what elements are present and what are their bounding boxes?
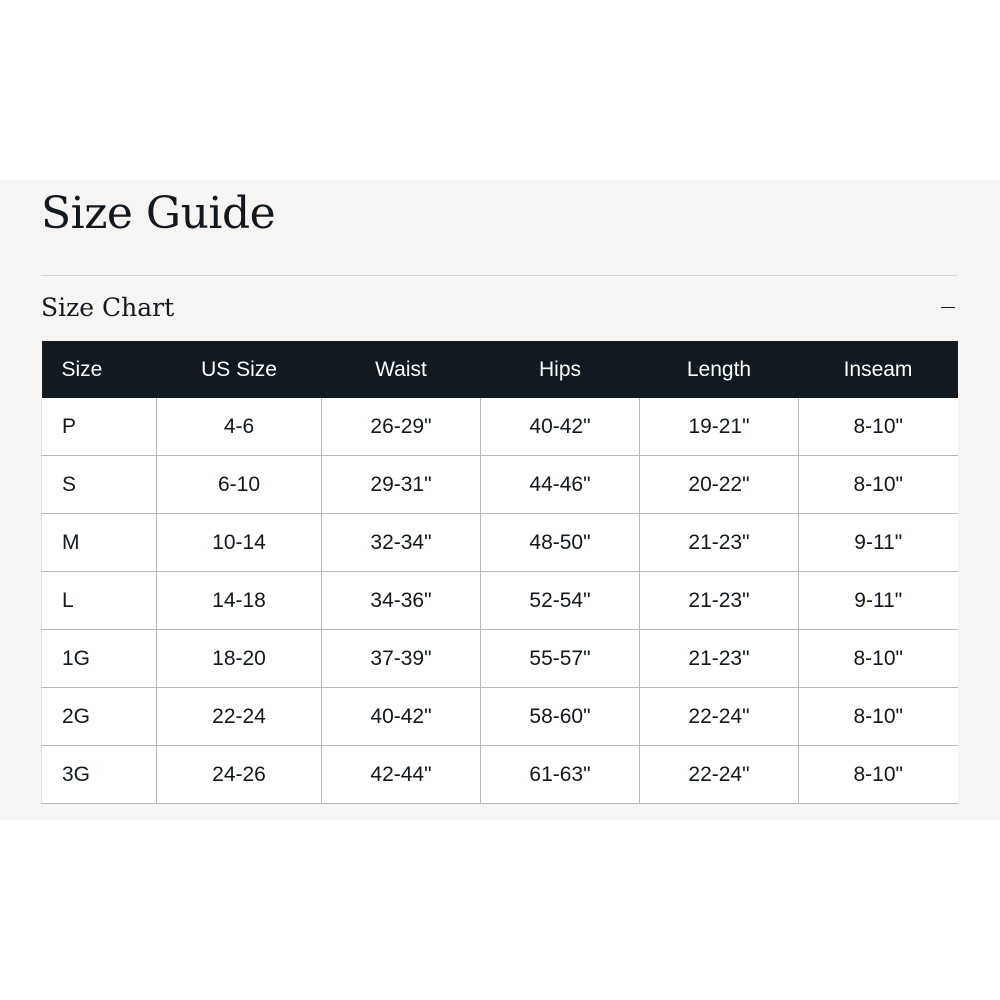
table-cell-us-size: 22-24 — [157, 688, 322, 746]
table-row — [42, 572, 958, 630]
table-cell-waist: 32-34" — [322, 514, 481, 572]
table-cell-us-size: 10-14 — [157, 514, 322, 572]
table-cell-hips: 52-54" — [481, 572, 640, 630]
table-cell-length: 20-22" — [640, 456, 799, 514]
table-cell-us-size: 4-6 — [157, 398, 322, 456]
table-cell-waist: 34-36" — [322, 572, 481, 630]
table-cell-inseam: 8-10" — [799, 630, 958, 688]
column-header-hips: Hips — [481, 341, 640, 398]
column-header-waist: Waist — [322, 341, 481, 398]
table-cell-inseam: 8-10" — [799, 746, 958, 804]
table-row — [42, 514, 958, 572]
table-row — [42, 746, 958, 804]
table-cell-length: 19-21" — [640, 398, 799, 456]
table-cell-us-size: 6-10 — [157, 456, 322, 514]
table-cell-size: L — [42, 572, 157, 630]
table-cell-us-size: 14-18 — [157, 572, 322, 630]
column-header-length: Length — [640, 341, 799, 398]
table-cell-length: 22-24" — [640, 746, 799, 804]
table-cell-waist: 40-42" — [322, 688, 481, 746]
table-cell-size: S — [42, 456, 157, 514]
table-cell-inseam: 8-10" — [799, 688, 958, 746]
table-row — [42, 688, 958, 746]
table-cell-inseam: 8-10" — [799, 456, 958, 514]
table-cell-waist: 26-29" — [322, 398, 481, 456]
table-cell-hips: 44-46" — [481, 456, 640, 514]
table-cell-size: 1G — [42, 630, 157, 688]
table-cell-waist: 42-44" — [322, 746, 481, 804]
table-cell-inseam: 9-11" — [799, 514, 958, 572]
divider — [41, 275, 957, 276]
table-cell-us-size: 24-26 — [157, 746, 322, 804]
table-cell-inseam: 9-11" — [799, 572, 958, 630]
table-header-row — [42, 341, 958, 398]
table-cell-size: 2G — [42, 688, 157, 746]
table-cell-hips: 61-63" — [481, 746, 640, 804]
table-cell-us-size: 18-20 — [157, 630, 322, 688]
table-cell-waist: 29-31" — [322, 456, 481, 514]
table-cell-length: 21-23" — [640, 514, 799, 572]
column-header-size: Size — [42, 341, 157, 398]
table-cell-hips: 48-50" — [481, 514, 640, 572]
section-label: Size Chart — [41, 293, 175, 322]
table-cell-waist: 37-39" — [322, 630, 481, 688]
table-row — [42, 630, 958, 688]
table-cell-hips: 58-60" — [481, 688, 640, 746]
table-cell-length: 21-23" — [640, 630, 799, 688]
size-chart-accordion-toggle[interactable] — [41, 288, 957, 328]
table-row — [42, 398, 958, 456]
minus-icon[interactable] — [941, 307, 955, 308]
table-cell-hips: 40-42" — [481, 398, 640, 456]
table-cell-inseam: 8-10" — [799, 398, 958, 456]
table-row — [42, 456, 958, 514]
table-cell-size: P — [42, 398, 157, 456]
size-chart-table — [41, 341, 958, 804]
table-cell-hips: 55-57" — [481, 630, 640, 688]
column-header-us-size: US Size — [157, 341, 322, 398]
table-cell-size: 3G — [42, 746, 157, 804]
page-title: Size Guide — [41, 188, 276, 239]
table-cell-length: 22-24" — [640, 688, 799, 746]
column-header-inseam: Inseam — [799, 341, 958, 398]
table-cell-size: M — [42, 514, 157, 572]
table-cell-length: 21-23" — [640, 572, 799, 630]
